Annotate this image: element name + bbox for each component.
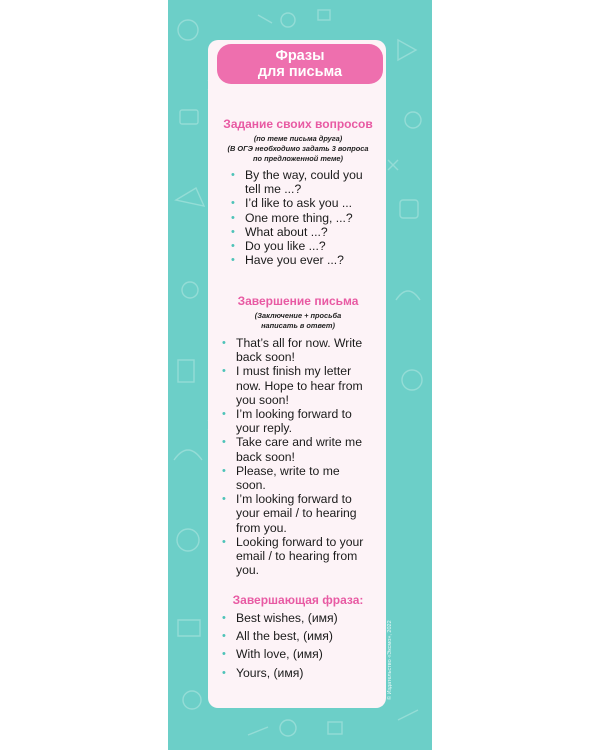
list-item: • Looking forward to your email / to hearing from you. [222, 535, 372, 578]
list-item: • I’m looking forward to your reply. [222, 407, 372, 435]
section1-note-line: по предложенной теме) [253, 154, 343, 163]
copyright-side-text [383, 470, 397, 700]
section2-note [210, 311, 386, 331]
list-item: • Do you like ...? [231, 239, 371, 253]
list-item: • Take care and write me back soon! [222, 435, 372, 463]
title-line-1: Фразы [275, 48, 325, 64]
list-item: • I’m looking forward to your email / to hearing from you. [222, 492, 372, 535]
list-item: • Please, write to me soon. [222, 464, 372, 492]
section3-list [222, 611, 372, 680]
list-item: • Have you ever ...? [231, 253, 371, 267]
copyright-text: © Издательство «Эксмо», 2022 [387, 620, 393, 700]
title-banner [217, 44, 383, 84]
section1-note-line: (по теме письма друга) [253, 134, 343, 143]
list-item: • All the best, (имя) [222, 629, 372, 643]
list-item: • I must finish my letter now. Hope to hear from you soon! [222, 364, 372, 407]
list-item: • With love, (имя) [222, 647, 372, 661]
section1-note [210, 134, 386, 164]
section1-list [231, 168, 371, 267]
section2-list [222, 336, 372, 577]
list-item: • That’s all for now. Write back soon! [222, 336, 372, 364]
section1-note-line: (В ОГЭ необходимо задать 3 вопроса [227, 144, 369, 153]
list-item: • By the way, could you tell me ...? [231, 168, 371, 196]
list-item: • I’d like to ask you ... [231, 196, 371, 210]
list-item: • What about ...? [231, 225, 371, 239]
list-item: • Yours, (имя) [222, 666, 372, 680]
section2-note-line: (Заключение + просьба [254, 311, 342, 320]
section2-heading: Завершение письма [237, 294, 359, 308]
title-line-2: для письма [257, 64, 343, 80]
list-item: • Best wishes, (имя) [222, 611, 372, 625]
list-item: • One more thing, ...? [231, 211, 371, 225]
section3-heading: Завершающая фраза: [232, 593, 364, 607]
section1-heading: Задание своих вопросов [223, 117, 373, 131]
section2-note-line: написать в ответ) [261, 321, 335, 330]
